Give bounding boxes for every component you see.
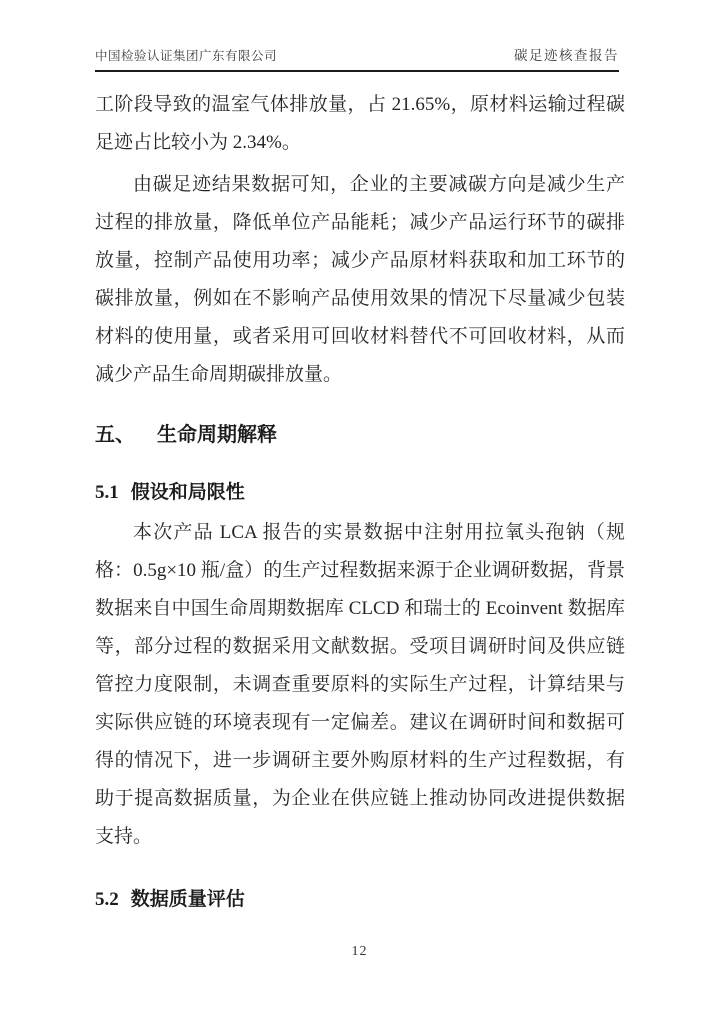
page-header [95, 44, 619, 72]
section-heading-number: 五、 [95, 424, 135, 446]
header-company-name: 中国检验认证集团广东有限公司 [95, 49, 278, 63]
subsection-number: 5.2 [95, 889, 119, 910]
section-heading-lifecycle-interpretation [95, 421, 625, 449]
subsection-title: 数据质量评估 [130, 889, 245, 910]
subsection-number: 5.1 [95, 482, 119, 503]
subsection-heading-data-quality [95, 886, 625, 914]
document-body [95, 86, 625, 914]
header-report-title: 碳足迹核查报告 [514, 48, 619, 63]
section-heading-title: 生命周期解释 [157, 424, 277, 446]
paragraph-assumptions-limitations: 本次产品 LCA 报告的实景数据中注射用拉氧头孢钠（规格：0.5g×10 瓶/盒）的生产过程数据来源于企业调研数据，背景数据来自中国生命周期数据库 CLCD 和瑞士的 Ecoinvent 数据库等，部分过程的数据采用文献数据。受项目调研时间及供应链管控力度限制，未调查重要原料的实际生产过程，计算结果与实际供应链的环境表现有一定偏差。建议在调研时间和数据可得的情况下，进一步调研主要外购原材料的生产过程数据，有助于提高数据质量，为企业在供应链上推动协同改进提供数据支持。 [95, 522, 625, 847]
subsection-heading-assumptions [95, 479, 625, 507]
page-footer [0, 942, 719, 960]
page-number: 12 [351, 944, 368, 959]
paragraph-continuation: 工阶段导致的温室气体排放量，占 21.65%，原材料运输过程碳足迹占比较小为 2.34%。 [95, 94, 625, 153]
paragraph-carbon-reduction: 由碳足迹结果数据可知，企业的主要减碳方向是减少生产过程的排放量，降低单位产品能耗；减少产品运行环节的碳排放量，控制产品使用功率；减少产品原材料获取和加工环节的碳排放量，例如在不影响产品使用效果的情况下尽量减少包装材料的使用量，或者采用可回收材料替代不可回收材料，从而减少产品生命周期碳排放量。 [95, 174, 625, 385]
subsection-title: 假设和局限性 [130, 482, 245, 503]
